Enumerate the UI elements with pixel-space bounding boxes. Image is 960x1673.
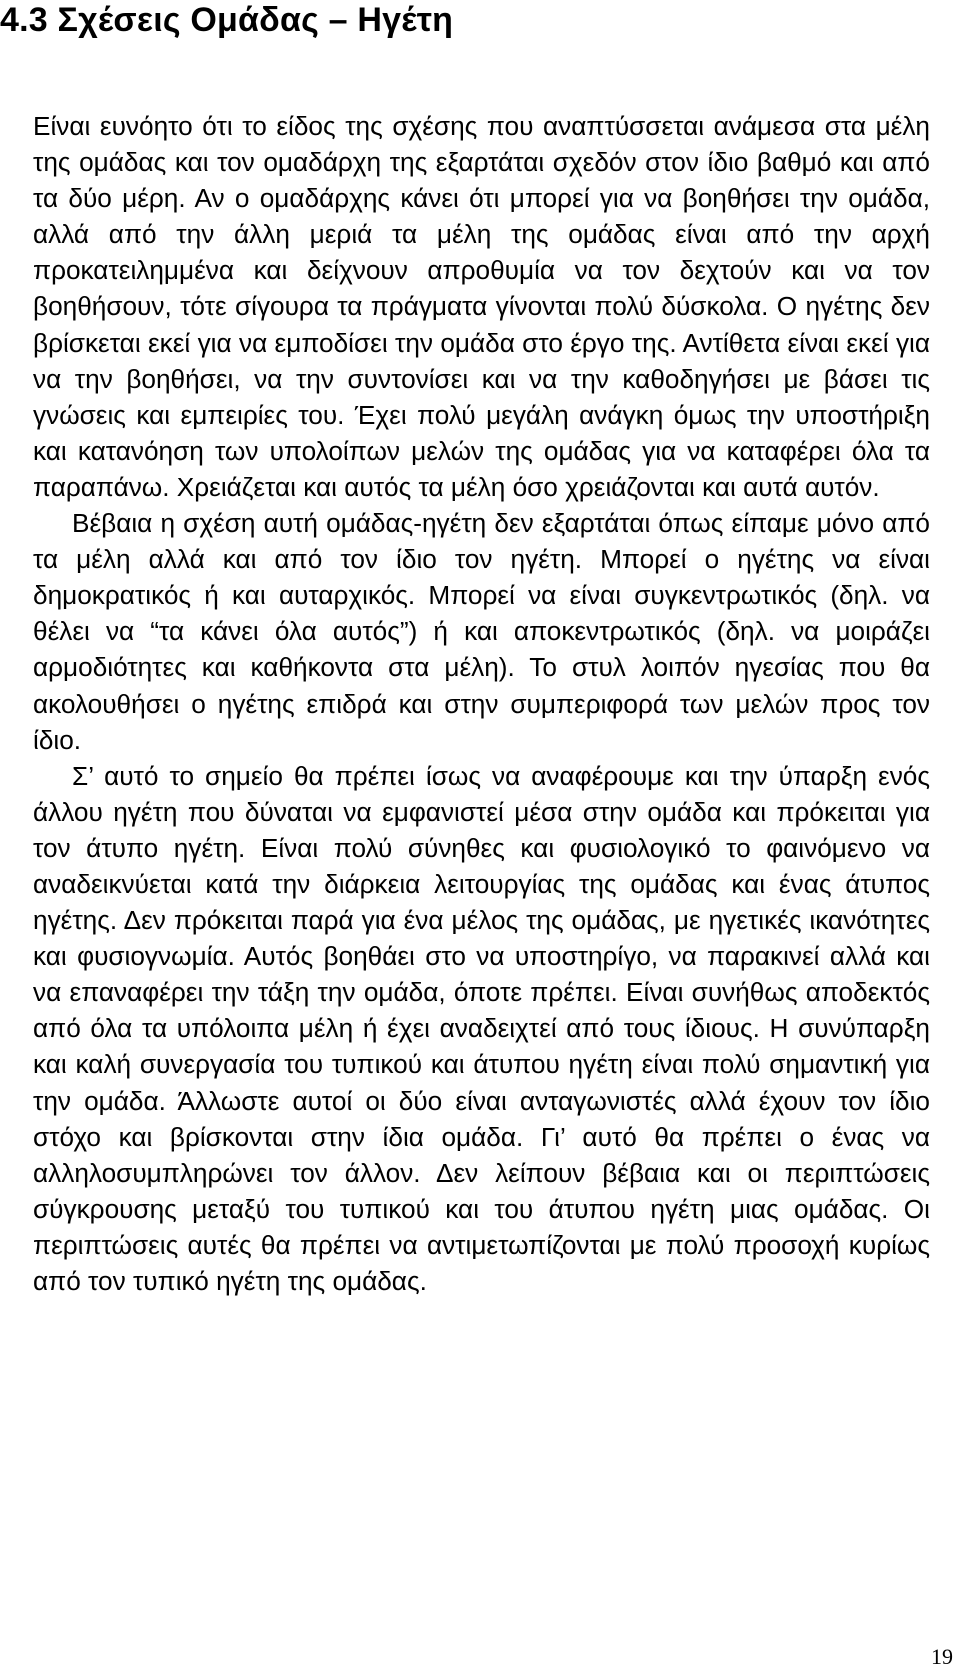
body-text [33, 108, 930, 1299]
paragraph-3: Σ’ αυτό το σημείο θα πρέπει ίσως να αναφέρουμε και την ύπαρξη ενός άλλου ηγέτη που δύναται να εμφανιστεί μέσα στην ομάδα και πρόκειται για τον άτυπο ηγέτη. Είναι πολύ σύνηθες και φυσιολογικό το φαινόμενο να αναδεικνύεται κατά την διάρκεια λειτουργίας της ομάδας και ένας άτυπος ηγέτης. Δεν πρόκειται παρά για ένα μέλος της ομάδας, με ηγετικές ικανότητες και φυσιογνωμία. Αυτός βοηθάει στο να υποστηρίγο, να παρακινεί αλλά και να επαναφέρει την τάξη την ομάδα, όποτε πρέπει. Είναι συνήθως αποδεκτός από όλα τα υπόλοιπα μέλη ή έχει αναδειχτεί από τους ίδιους. Η συνύπαρξη και καλή συνεργασία του τυπικού και άτυπου ηγέτη είναι πολύ σημαντική για την ομάδα. Άλλωστε αυτοί οι δύο είναι ανταγωνιστές αλλά έχουν τον ίδιο στόχο και βρίσκονται στην ίδια ομάδα. Γι’ αυτό θα πρέπει ο ένας να αλληλοσυμπληρώνει τον άλλον. Δεν λείπουν βέβαια και οι περιπτώσεις σύγκρουσης μεταξύ του τυπικού και του άτυπου ηγέτη μιας ομάδας. Οι περιπτώσεις αυτές θα πρέπει να αντιμετωπίζονται με πολύ προσοχή κυρίως από τον τυπικό ηγέτη της ομάδας. [33, 760, 930, 1296]
section-heading: 4.3 Σχέσεις Ομάδας – Ηγέτη [0, 1, 454, 39]
page-number: 19 [931, 1644, 953, 1669]
paragraph-2: Βέβαια η σχέση αυτή ομάδας-ηγέτη δεν εξαρτάται όπως είπαμε μόνο από τα μέλη αλλά και από τον ίδιο τον ηγέτη. Μπορεί ο ηγέτης να είναι δημοκρατικός ή και αυταρχικός. Μπορεί να είναι συγκεντρωτικός (δηλ. να θέλει να “τα κάνει όλα αυτός”) ή και αποκεντρωτικός (δηλ. να μοιράζει αρμοδιότητες και καθήκοντα στα μέλη). Το στυλ λοιπόν ηγεσίας που θα ακολουθήσει ο ηγέτης επιδρά και στην συμπεριφορά των μελών προς τον ίδιο. [33, 508, 930, 755]
paragraph-1: Είναι ευνόητο ότι το είδος της σχέσης που αναπτύσσεται ανάμεσα στα μέλη της ομάδας και τον ομαδάρχη της εξαρτάται σχεδόν στον ίδιο βαθμό και από τα δύο μέρη. Αν ο ομαδάρχης κάνει ότι μπορεί για να βοηθήσει την ομάδα, αλλά από την άλλη μεριά τα μέλη της ομάδας είναι από την αρχή προκατειλημμένα και δείχνουν απροθυμία να τον δεχτούν και να τον βοηθήσουν, τότε σίγουρα τα πράγματα γίνονται πολύ δύσκολα. Ο ηγέτης δεν βρίσκεται εκεί για να εμποδίσει την ομάδα στο έργο της. Αντίθετα είναι εκεί για να την βοηθήσει, να την συντονίσει και να την καθοδηγήσει με βάσει τις γνώσεις και εμπειρίες του. Έχει πολύ μεγάλη ανάγκη όμως την υποστήριξη και κατανόηση των υπολοίπων μελών της ομάδας για να καταφέρει όλα τα παραπάνω. Χρειάζεται και αυτός τα μέλη όσο χρειάζονται και αυτά αυτόν. [33, 111, 930, 502]
